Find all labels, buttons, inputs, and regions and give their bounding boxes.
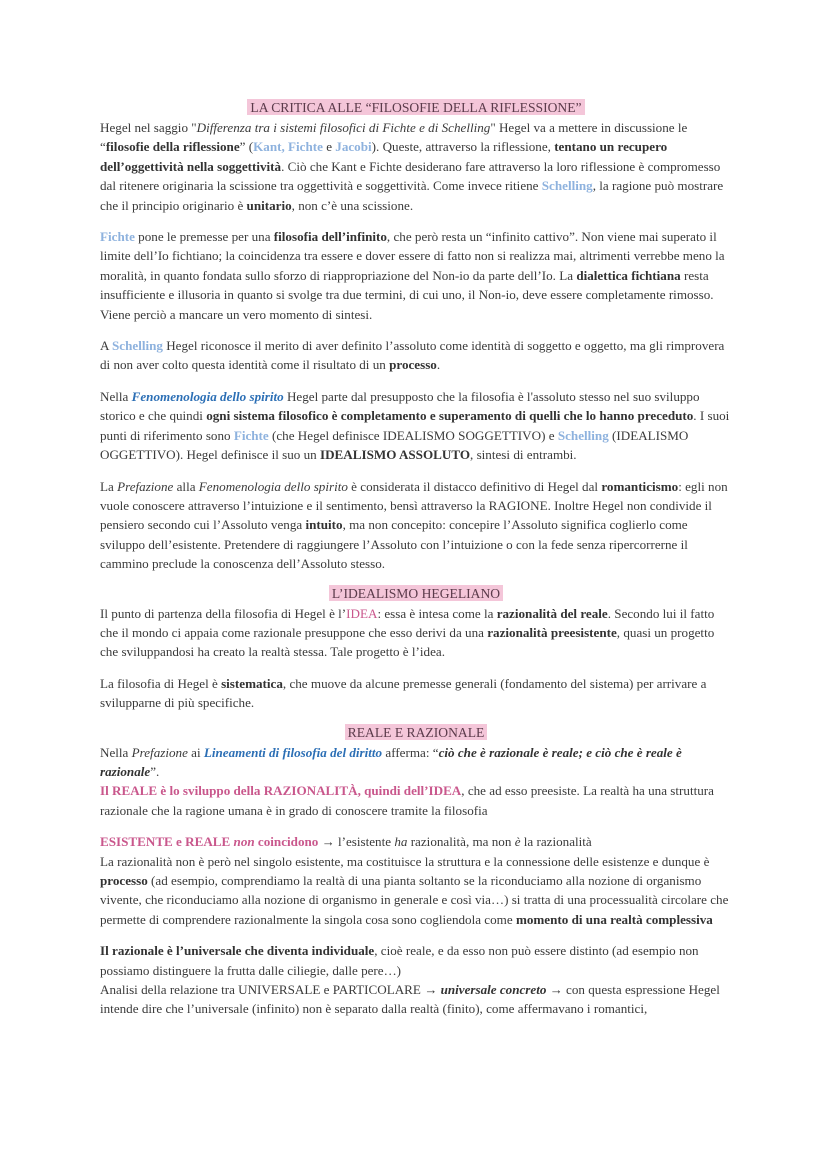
text: , la ragione può mostrare che il principio originario è — [100, 178, 724, 213]
section-heading-idealismo — [100, 584, 732, 603]
bold-text: processo — [100, 873, 148, 888]
text: Hegel parte dal presupposto che la filosofia è l'assoluto stesso nel suo sviluppo storico e che quindi — [100, 388, 700, 424]
text: Analisi della relazione tra UNIVERSALE e PARTICOLARE → — [100, 982, 441, 998]
name-fichte: Fichte — [100, 229, 135, 245]
text: , cioè reale, e da esso non può essere distinto (ad esempio non possiamo distinguere la frutta dalle ciliegie, dalle pere…) — [100, 943, 699, 978]
pink-bold-text: coincidono — [254, 834, 319, 850]
pink-bold-text: ESISTENTE e REALE — [100, 834, 234, 850]
section-heading-critica — [100, 98, 732, 117]
bold-text: ogni sistema filosofico è completamento e superamento di quelli che lo hanno preceduto — [206, 408, 694, 424]
pink-bold-text: Il REALE è lo sviluppo della RAZIONALITÀ, quindi dell’IDEA — [100, 783, 462, 799]
text: , non c’è una scissione. — [291, 197, 414, 213]
bold-text: tentano un recupero dell’oggettività nella soggettività — [100, 139, 668, 174]
name-schelling: Schelling — [541, 178, 593, 194]
text: ” ( — [239, 139, 254, 155]
name-fichte: Fichte — [233, 427, 269, 443]
heading-text: LA CRITICA ALLE “FILOSOFIE DELLA RIFLESSIONE” — [247, 99, 584, 115]
bold-text: filosofia dell’infinito — [273, 229, 387, 245]
text: resta insufficiente e illusoria in quanto si svolge tra due termini, di cui uno, il Non-io, deve essere completamente rimosso. Viene perciò a mancare un vero momento di sintesi. — [100, 267, 714, 322]
text: ai — [187, 744, 204, 760]
text: (ad esempio, comprendiamo la realtà di una pianta soltanto se la riconduciamo alla nozione di organismo vivente, che riconduciamo alla nozione di organismo in generale e così via…) si tratta di una processualità circolare che permette di comprendere razionalmente la singola cosa sono cogliendola come — [100, 873, 729, 927]
bold-text: IDEALISMO ASSOLUTO — [320, 447, 471, 463]
text: → l’esistente — [318, 834, 395, 850]
name-kant: Kant — [253, 139, 282, 155]
work-title: Fenomenologia dello spirito — [198, 478, 348, 494]
paragraph-esistente — [100, 832, 732, 851]
work-title: Fenomenologia dello spirito — [131, 388, 284, 404]
text: . I suoi punti di riferimento sono — [100, 408, 730, 443]
bold-text: romanticismo — [601, 478, 679, 494]
text: alla — [173, 478, 199, 494]
text: . Secondo lui il fatto che il mondo ci appaia come razionale presuppone che esso derivi da una — [100, 605, 715, 640]
text: (che Hegel definisce IDEALISMO SOGGETTIVO) e — [268, 427, 558, 443]
paragraph-sistematica — [100, 674, 732, 713]
separator: e — [322, 139, 336, 155]
text: è considerata il distacco definitivo di Hegel dal — [347, 478, 602, 494]
text: La razionalità non è però nel singolo esistente, ma costituisce la struttura e la connessione delle esistenze e dunque è — [100, 853, 710, 869]
paragraph-lineamenti — [100, 743, 732, 782]
pink-italic-text: non — [233, 834, 255, 850]
bold-text: Il razionale è l’universale che diventa individuale — [100, 943, 375, 959]
name-fichte: Fichte — [288, 139, 323, 155]
text: , quasi un progetto che sviluppandosi ha creato la realtà stessa. Tale progetto è l’idea. — [100, 624, 715, 660]
bold-text: unitario — [246, 197, 292, 213]
work-title: Prefazione — [131, 744, 188, 760]
text: Hegel nel saggio " — [100, 120, 197, 135]
bold-italic-text: universale concreto — [440, 982, 547, 998]
text: Il punto di partenza della filosofia di Hegel è l’ — [100, 605, 347, 621]
work-title: Differenza tra i sistemi filosofici di Fichte e di Schelling — [196, 120, 491, 135]
name-jacobi: Jacobi — [335, 139, 372, 155]
text: . — [436, 357, 441, 373]
text: La — [100, 478, 118, 494]
paragraph-processo — [100, 852, 732, 930]
text: La filosofia di Hegel è — [100, 675, 222, 691]
bold-text: intuito — [305, 517, 343, 533]
paragraph-fichte — [100, 227, 732, 324]
bold-text: momento di una realtà complessiva — [515, 911, 713, 927]
text: , ma non concepito: concepire l’Assoluto significa coglierlo come sviluppo dell’esistente. Pretendere di raggiungere l’Assoluto con l’intuizione o con la fede senza ripercorrerne il cammino preclude la conoscenza dell’Assoluto stesso. — [100, 517, 688, 572]
text: : egli non vuole conoscere attraverso l’intuizione e il sentimento, bensì attraverso la RAGIONE. Inoltre Hegel non condivide il pensiero secondo cui l’Assoluto venga — [100, 478, 728, 533]
section-heading-reale — [100, 723, 732, 742]
separator: , — [281, 139, 289, 155]
text: afferma: “ — [382, 744, 439, 760]
work-title: Lineamenti di filosofia del diritto — [203, 744, 383, 760]
text: " Hegel va a mettere in discussione le “ — [100, 120, 688, 155]
text: la razionalità — [520, 834, 592, 850]
text: ). Queste, attraverso la riflessione, — [371, 139, 555, 155]
quote: ciò che è razionale è reale; e ciò che è reale è razionale — [100, 744, 682, 779]
paragraph-idea — [100, 604, 732, 662]
text: A — [100, 338, 113, 354]
text: → con questa espressione Hegel intende dire che l’universale (infinito) non è separato dalla realtà (finito), come affermavano i romantici, — [100, 982, 720, 1017]
bold-text: dialettica fichtiana — [576, 267, 681, 283]
paragraph-reale-sviluppo — [100, 781, 732, 820]
bold-text: processo — [389, 357, 437, 373]
text: , che però resta un “infinito cattivo”. Non viene mai superato il limite dell’Io fichtiano; la coincidenza tra essere e dover essere di fatto non si realizza mai, altrimenti verrebbe meno la moralità, in quanto fondata sullo sforzo di riappropriazione del Non-io da parte dell’Io. La — [100, 229, 725, 283]
text: , che muove da alcune premesse generali (fondamento del sistema) per arrivare a svilupparne di più specifiche. — [100, 675, 707, 711]
heading-text: L’IDEALISMO HEGELIANO — [329, 585, 503, 601]
highlight-idea: IDEA — [346, 605, 378, 621]
bold-text: razionalità del reale — [496, 605, 608, 621]
paragraph-prefazione — [100, 477, 732, 574]
paragraph-schelling — [100, 336, 732, 375]
heading-text: REALE E RAZIONALE — [345, 724, 488, 740]
bold-text: filosofie della riflessione — [105, 139, 240, 155]
text: , sintesi di entrambi. — [470, 447, 577, 463]
text: . Ciò che Kant e Fichte desiderano fare attraverso la loro riflessione è compromesso dal ritenere originaria la scissione tra oggettività e soggettività. Come invece ritiene — [100, 158, 721, 194]
italic-text: ha — [394, 834, 408, 850]
work-title: Prefazione — [117, 478, 174, 494]
italic-text: è — [514, 834, 521, 850]
name-schelling: Schelling — [557, 427, 609, 443]
text: Nella — [100, 744, 132, 760]
text: Hegel riconosce il merito di aver definito l’assoluto come identità di soggetto e oggetto, ma gli rimprovera di non aver colto questa identità come il risultato di un — [100, 338, 725, 373]
paragraph-differenza — [100, 118, 732, 215]
text: pone le premesse per una — [134, 229, 274, 245]
text: ”. — [150, 763, 160, 779]
paragraph-fenomenologia — [100, 387, 732, 465]
bold-text: sistematica — [221, 675, 283, 691]
text: Nella — [100, 388, 132, 404]
bold-text: razionalità preesistente — [487, 624, 617, 640]
name-schelling: Schelling — [112, 338, 163, 354]
paragraph-universale — [100, 941, 732, 980]
text: : essa è intesa come la — [377, 605, 497, 621]
text: , che ad esso preesiste. La realtà ha una struttura razionale che la ragione umana è in grado di conoscere tramite la filosofia — [100, 783, 714, 818]
text: (IDEALISMO OGGETTIVO). Hegel definisce il suo un — [100, 427, 689, 463]
text: razionalità, ma non — [407, 834, 515, 850]
paragraph-universale-concreto — [100, 980, 732, 1019]
